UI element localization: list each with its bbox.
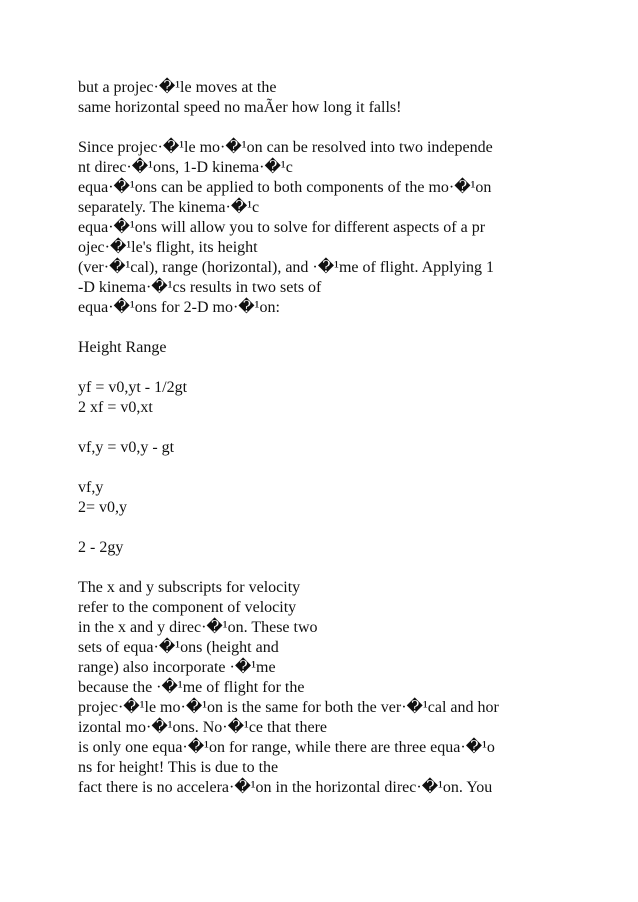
document-text-line: 2= v0,y [78,499,128,516]
document-text-line: because the ·�¹me of flight for the [78,679,305,696]
document-text-line: Since projec·�¹le mo·�¹on can be resolved into two independe [78,139,493,156]
document-text-line: equa·�¹ons can be applied to both components of the mo·�¹on [78,179,492,196]
document-text-line: separately. The kinema·�¹c [78,199,260,216]
document-text-line: (ver·�¹cal), range (horizontal), and ·�¹me of flight. Applying 1 [78,259,495,276]
document-text-line: equa·�¹ons for 2-D mo·�¹on: [78,299,280,316]
document-text-line: same horizontal speed no maÃer how long it falls! [78,99,402,116]
document-text-line: equa·�¹ons will allow you to solve for different aspects of a pr [78,219,486,236]
document-text-line: 2 xf = v0,xt [78,399,153,416]
document-text-line: vf,y [78,479,104,496]
document-text-line: nt direc·�¹ons, 1-D kinema·�¹c [78,159,293,176]
document-text-line: but a projec·�¹le moves at the [78,79,277,96]
document-text-line: in the x and y direc·�¹on. These two [78,619,318,636]
document-text-line: 2 - 2gy [78,539,124,556]
document-text-line: projec·�¹le mo·�¹on is the same for both the ver·�¹cal and hor [78,699,499,716]
document-text-line: refer to the component of velocity [78,599,297,616]
document-text-line: The x and y subscripts for velocity [78,579,301,596]
document-text-line: ojec·�¹le's flight, its height [78,239,258,256]
document-text-line: sets of equa·�¹ons (height and [78,639,279,656]
document-text-line: yf = v0,yt - 1/2gt [78,379,188,396]
document-text-line: izontal mo·�¹ons. No·�¹ce that there [78,719,327,736]
document-text-line: Height Range [78,339,167,356]
document-text-line: ns for height! This is due to the [78,759,279,776]
document-text-line: fact there is no accelera·�¹on in the horizontal direc·�¹on. You [78,779,493,796]
document-text-line: range) also incorporate ·�¹me [78,659,276,676]
document-text-line: -D kinema·�¹cs results in two sets of [78,279,322,296]
document-text-line: vf,y = v0,y - gt [78,439,175,456]
document-text-line: is only one equa·�¹on for range, while there are three equa·�¹o [78,739,495,756]
